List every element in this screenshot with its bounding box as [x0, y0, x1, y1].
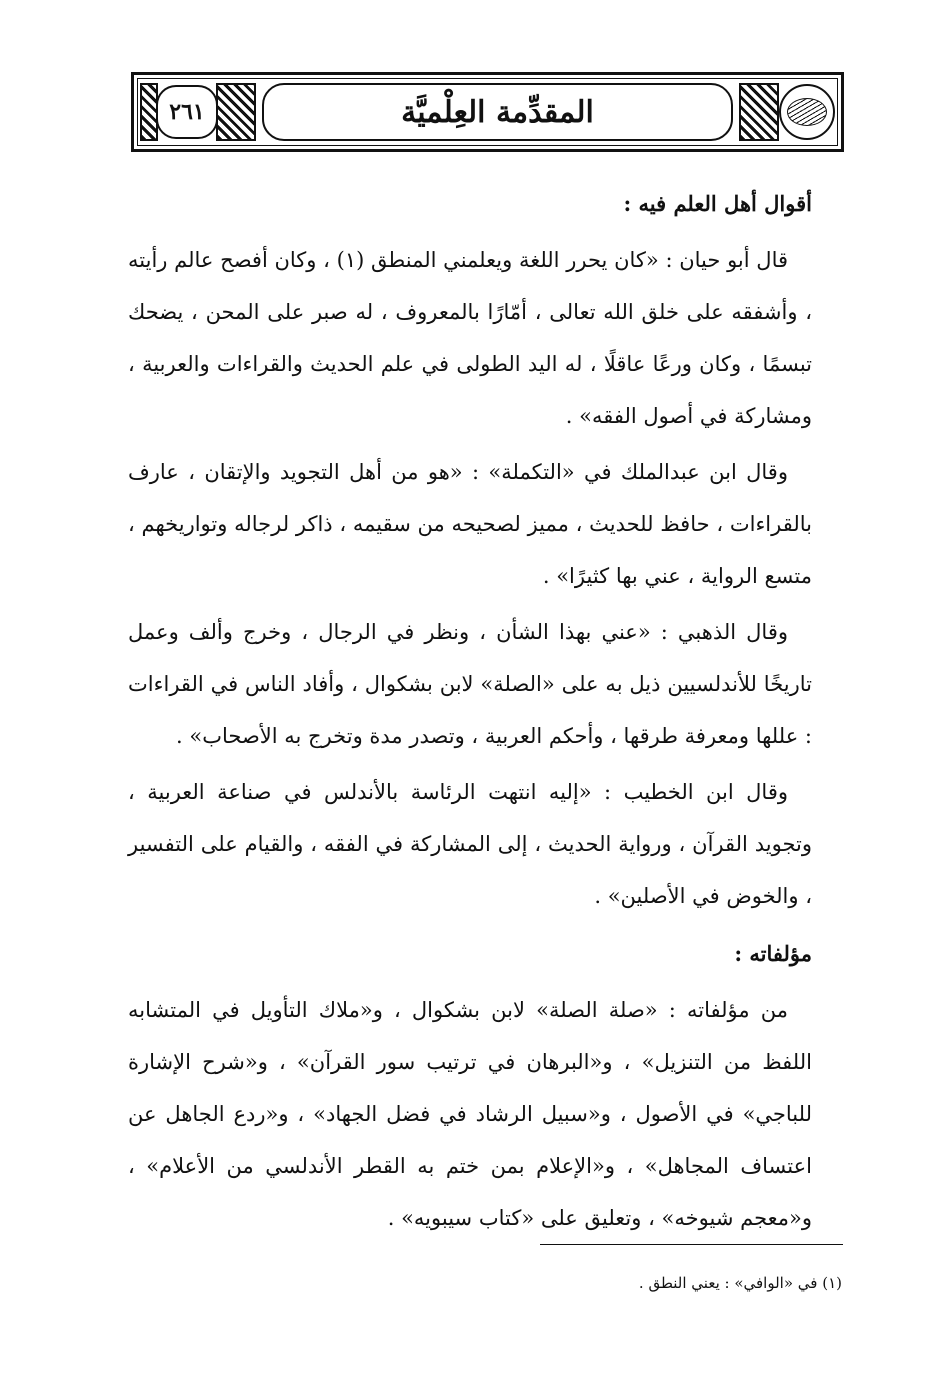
- emblem-icon: [779, 84, 835, 140]
- ornament-icon: [739, 83, 779, 141]
- section-heading-works: مؤلفاته :: [734, 941, 812, 966]
- paragraph-ibn-alkhatib: وقال ابن الخطيب : «إليه انتهت الرئاسة بالأندلس في صناعة العربية ، وتجويد القرآن ، ورواية الحديث ، إلى المشاركة في الفقه ، والقيام على التفسير ، والخوض في الأصلين» .: [128, 780, 812, 908]
- main-text: [128, 178, 812, 1244]
- page-number-frame: [156, 85, 218, 139]
- paragraph-dhahabi: وقال الذهبي : «عني بهذا الشأن ، ونظر في الرجال ، وخرج وألف وعمل تاريخًا للأندلسيين ذيل به على «الصلة» لابن بشكوال ، وأفاد الناس في القراءات : عللها ومعرفة طرقها ، وأحكم العربية ، وتصدر مدة وتخرج به الأصحاب» .: [128, 620, 812, 748]
- paragraph-abu-hayyan: قال أبو حيان : «كان يحرر اللغة ويعلمني المنطق (١) ، وكان أفصح عالم رأيته ، وأشفقه على خلق الله تعالى ، أمّارًا بالمعروف ، له صبر على المحن ، يضحك تبسمًا ، وكان ورعًا عاقلًا ، له اليد الطولى في علم الحديث والقراءات والعربية ، ومشاركة في أصول الفقه» .: [128, 248, 812, 428]
- paragraph-works: من مؤلفاته : «صلة الصلة» لابن بشكوال ، و«ملاك التأويل في المتشابه اللفظ من التنزيل» ، و«البرهان في ترتيب سور القرآن» ، و«شرح الإشارة للباجي» في الأصول ، و«سبيل الرشاد في فضل الجهاد» ، و«ردع الجاهل عن اعتساف المجاهل» ، و«الإعلام بمن ختم به القطر الأندلسي من الأعلام» ، و«معجم شيوخه» ، وتعليق على «كتاب سيبويه» .: [128, 998, 812, 1230]
- page-number: ٢٦١: [169, 99, 205, 125]
- paragraph-ibn-abdulmalik: وقال ابن عبدالملك في «التكملة» : «هو من أهل التجويد والإتقان ، عارف بالقراءات ، حافظ للحديث ، مميز لصحيحه من سقيمه ، ذاكر لرجاله وتواريخهم ، متسع الرواية ، عني بها كثيرًا» .: [128, 460, 812, 588]
- running-title-frame: [262, 83, 733, 141]
- footnote-divider: [540, 1244, 843, 1245]
- page-header: [131, 72, 844, 152]
- calligraphy-seal-icon: [787, 98, 827, 126]
- footnote: (١) في «الوافي» : يعني النطق .: [638, 1274, 842, 1292]
- ornament-icon: [216, 83, 256, 141]
- running-title: المقدِّمة العِلْميَّة: [401, 94, 594, 130]
- section-heading-sayings: أقوال أهل العلم فيه :: [623, 191, 812, 216]
